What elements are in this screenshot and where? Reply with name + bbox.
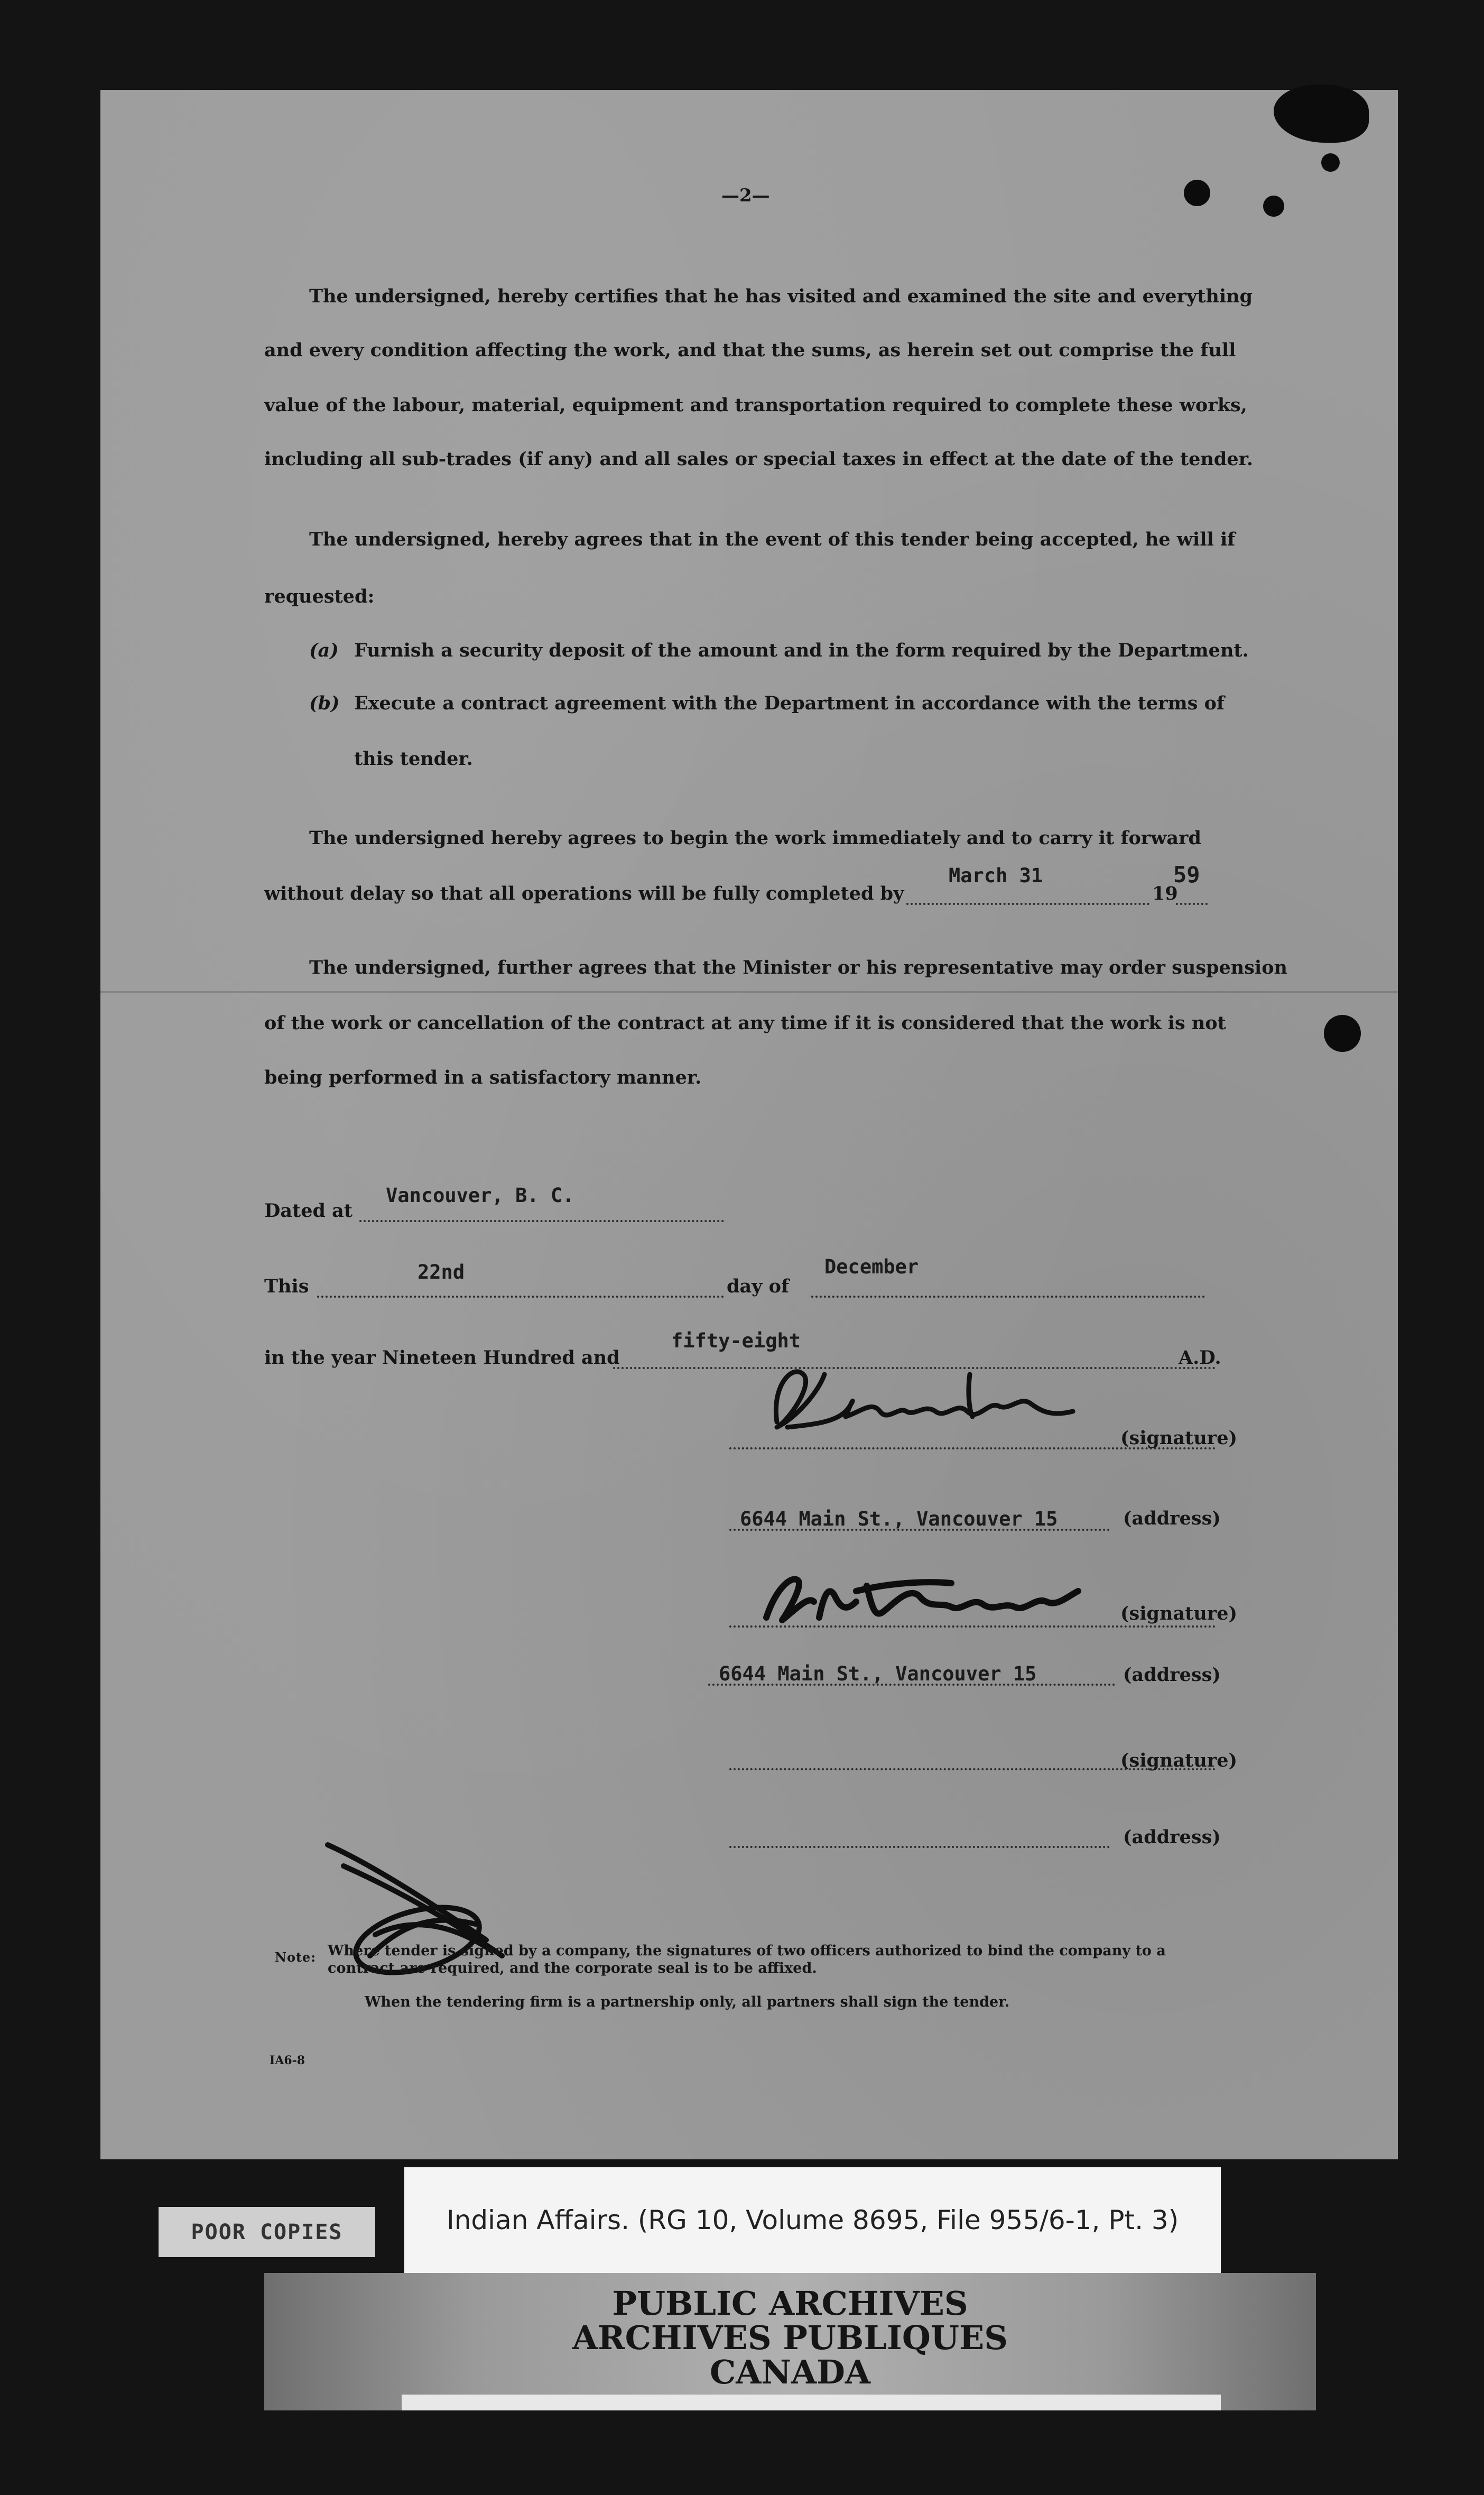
para3-line1: The undersigned hereby agrees to begin the work immediately and to carry it forward xyxy=(309,827,1201,849)
ink-stain xyxy=(1274,85,1369,143)
stamp-line: PUBLIC ARCHIVES xyxy=(612,2284,968,2323)
dated-label: Dated at xyxy=(264,1200,353,1222)
para4-line: being performed in a satisfactory manner. xyxy=(264,1067,702,1088)
day-value: 22nd xyxy=(418,1261,465,1283)
para4-line: of the work or cancellation of the contract at any time if it is considered that the work is not xyxy=(264,1012,1226,1034)
note-line2: contract are required, and the corporate seal is to be affixed. xyxy=(328,1960,817,1976)
note-line3: When the tendering firm is a partnership only, all partners shall sign the tender. xyxy=(365,1994,1010,2010)
para1-line: including all sub-trades (if any) and all sales or special taxes in effect at the date of the tender. xyxy=(264,448,1254,470)
document-page xyxy=(100,90,1398,2159)
para2-line: The undersigned, hereby agrees that in the event of this tender being accepted, he will if xyxy=(309,529,1236,550)
para1-line: value of the labour, material, equipment and transportation required to complete these works, xyxy=(264,394,1247,416)
completion-date: March 31 xyxy=(949,864,1043,887)
address-role-3: (address) xyxy=(1123,1826,1221,1848)
page-fold xyxy=(100,991,1398,993)
poor-copies-label: POOR COPIES xyxy=(159,2207,375,2257)
item-b-text: Execute a contract agreement with the Department in accordance with the terms of xyxy=(354,692,1225,714)
item-b-text2: this tender. xyxy=(354,748,473,770)
dated-value: Vancouver, B. C. xyxy=(386,1184,574,1207)
para4-line: The undersigned, further agrees that the Minister or his representative may order suspension xyxy=(309,957,1288,978)
signature-handwritten-1 xyxy=(756,1353,1094,1448)
ink-stain xyxy=(1263,196,1284,217)
signature-line-2 xyxy=(729,1625,1216,1628)
day-of-label: day of xyxy=(727,1276,790,1297)
item-a-text: Furnish a security deposit of the amount and in the form required by the Department. xyxy=(354,640,1249,661)
year-line xyxy=(1176,903,1208,905)
day-line xyxy=(317,1296,724,1298)
address-value-2: 6644 Main St., Vancouver 15 xyxy=(719,1662,1037,1685)
signature-role-2: (signature) xyxy=(1120,1603,1238,1624)
punch-hole xyxy=(1324,1015,1361,1052)
stamp-line: ARCHIVES PUBLIQUES xyxy=(572,2318,1008,2357)
address-value-1: 6644 Main St., Vancouver 15 xyxy=(740,1508,1058,1530)
signature-role-1: (signature) xyxy=(1120,1427,1238,1449)
note-label: Note: xyxy=(275,1949,317,1965)
address-line-1 xyxy=(729,1529,1110,1531)
stamp-line: CANADA xyxy=(709,2353,871,2391)
address-role-2: (address) xyxy=(1123,1664,1221,1686)
year-line-label: in the year Nineteen Hundred and xyxy=(264,1347,620,1369)
dated-line xyxy=(359,1220,724,1222)
form-code: IA6-8 xyxy=(270,2054,305,2067)
ad-label: A.D. xyxy=(1179,1347,1221,1369)
ink-stain xyxy=(1184,180,1210,206)
stamp-strip xyxy=(402,2395,1221,2410)
month-value: December xyxy=(824,1255,919,1278)
para2-line: requested: xyxy=(264,586,375,607)
address-line-2 xyxy=(708,1684,1115,1686)
month-line xyxy=(811,1296,1205,1298)
para3-line2: without delay so that all operations will be fully completed by xyxy=(264,883,904,904)
item-a-marker: (a) xyxy=(309,640,339,661)
address-role-1: (address) xyxy=(1123,1508,1221,1529)
para1-line: The undersigned, hereby certifies that he has visited and examined the site and everything xyxy=(309,285,1253,307)
ink-stain xyxy=(1321,153,1340,172)
this-label: This xyxy=(264,1276,309,1297)
year-prefix: 19 xyxy=(1152,883,1178,904)
completion-date-line xyxy=(906,903,1149,905)
signature-handwritten-2 xyxy=(750,1565,1089,1633)
year-suffix: 59 xyxy=(1173,862,1200,888)
page-number: —2— xyxy=(721,185,770,206)
archive-reference-label: Indian Affairs. (RG 10, Volume 8695, File 955/6-1, Pt. 3) xyxy=(404,2167,1221,2273)
item-b-marker: (b) xyxy=(309,692,340,714)
address-line-3 xyxy=(729,1846,1110,1848)
para1-line: and every condition affecting the work, and that the sums, as herein set out comprise the full xyxy=(264,339,1236,361)
archives-stamp xyxy=(264,2273,1316,2410)
year-value: fifty-eight xyxy=(671,1329,801,1352)
signature-role-3: (signature) xyxy=(1120,1750,1238,1771)
note-line1: Where tender is signed by a company, the signatures of two officers authorized to bind the company to a xyxy=(328,1943,1166,1959)
